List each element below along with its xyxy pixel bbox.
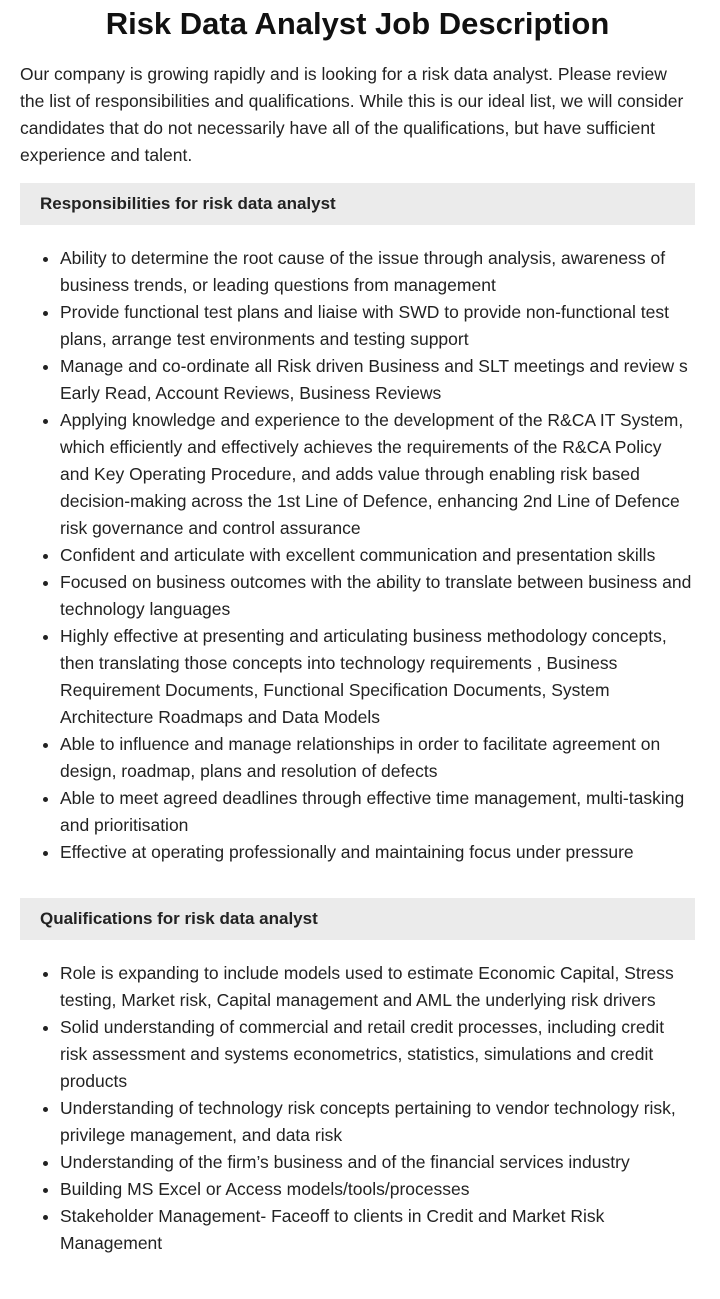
list-item: • Applying knowledge and experience to the development of the R&CA IT System, which efficiently and effectively achieves the requirements of the R&CA Policy and Key Operating Procedure, and adds value through enabling risk based decision-making across the 1st Line of Defence, enhancing 2nd Line of Defence risk governance and control assurance [60,407,695,542]
list-item: • Understanding of technology risk concepts pertaining to vendor technology risk, privilege management, and data risk [60,1095,695,1149]
list-item: • Focused on business outcomes with the ability to translate between business and technology languages [60,569,695,623]
list-item: • Building MS Excel or Access models/tools/processes [60,1176,695,1203]
intro-paragraph: Our company is growing rapidly and is looking for a risk data analyst. Please review the list of responsibilities and qualifications. While this is our ideal list, we will consider candidates that do not necessarily have all of the qualifications, but have sufficient experience and talent. [20,64,684,165]
list-item: • Effective at operating professionally and maintaining focus under pressure [60,839,695,866]
list-item: • Solid understanding of commercial and retail credit processes, including credit risk assessment and systems econometrics, statistics, simulations and credit products [60,1014,695,1095]
list-item: • Ability to determine the root cause of the issue through analysis, awareness of business trends, or leading questions from management [60,245,695,299]
list-item: • Stakeholder Management- Faceoff to clients in Credit and Market Risk Management [60,1203,695,1257]
list-item: • Manage and co-ordinate all Risk driven Business and SLT meetings and review s Early Read, Account Reviews, Business Reviews [60,353,695,407]
list-item: • Able to influence and manage relationships in order to facilitate agreement on design, roadmap, plans and resolution of defects [60,731,695,785]
list-item: • Confident and articulate with excellent communication and presentation skills [60,542,695,569]
list-item: • Role is expanding to include models used to estimate Economic Capital, Stress testing, Market risk, Capital management and AML the underlying risk drivers [60,960,695,1014]
list-item: • Provide functional test plans and liaise with SWD to provide non-functional test plans, arrange test environments and testing support [60,299,695,353]
qualifications-heading: Qualifications for risk data analyst [20,898,695,940]
list-item: • Understanding of the firm’s business and of the financial services industry [60,1149,695,1176]
list-item: • Highly effective at presenting and articulating business methodology concepts, then translating those concepts into technology requirements , Business Requirement Documents, Functional Specification Documents, System Architecture Roadmaps and Data Models [60,623,695,731]
responsibilities-list [20,245,695,866]
qualifications-list [20,960,695,1257]
page-title: Risk Data Analyst Job Description [105,6,610,41]
responsibilities-heading: Responsibilities for risk data analyst [20,183,695,225]
list-item: • Able to meet agreed deadlines through effective time management, multi-tasking and prioritisation [60,785,695,839]
